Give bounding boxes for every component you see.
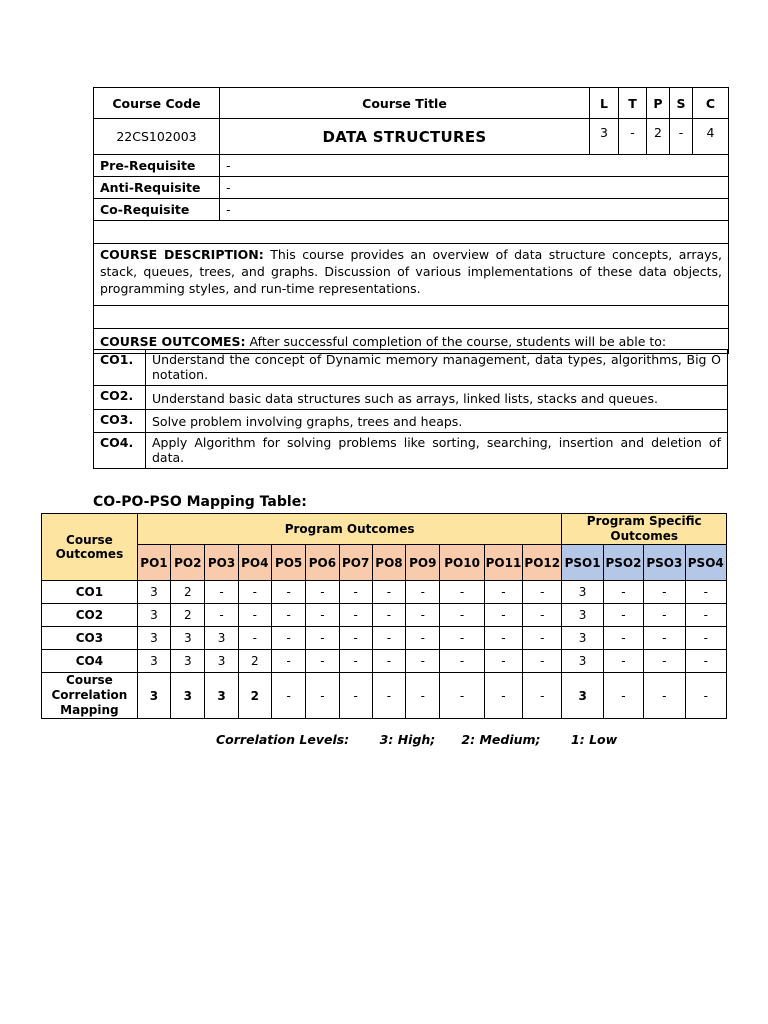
- co-id: CO2.: [94, 386, 146, 410]
- summary-cell: -: [339, 673, 372, 719]
- mapping-cell: -: [440, 604, 484, 627]
- po-header: PO11: [484, 545, 522, 581]
- corequisite-label: Co-Requisite: [94, 199, 220, 221]
- mapping-cell: -: [484, 650, 522, 673]
- mapping-cell: 3: [562, 650, 603, 673]
- program-outcomes-header: Program Outcomes: [137, 514, 562, 545]
- mapping-cell: 3: [171, 650, 205, 673]
- mapping-cell: -: [440, 581, 484, 604]
- co-id: CO3.: [94, 410, 146, 433]
- ltpsc-header: S: [670, 88, 693, 119]
- pso-header: PSO3: [644, 545, 685, 581]
- summary-cell: -: [406, 673, 440, 719]
- po-header: PO1: [137, 545, 170, 581]
- mapping-cell: -: [406, 627, 440, 650]
- po-header: PO7: [339, 545, 372, 581]
- mapping-cell: -: [205, 604, 238, 627]
- program-specific-outcomes-header: Program Specific Outcomes: [562, 514, 727, 545]
- summary-cell: 3: [137, 673, 170, 719]
- mapping-cell: 2: [171, 604, 205, 627]
- mapping-cell: -: [685, 604, 727, 627]
- ltpsc-value: -: [619, 119, 647, 155]
- corequisite-value: -: [220, 199, 729, 221]
- mapping-cell: -: [238, 581, 271, 604]
- mapping-cell: -: [685, 650, 727, 673]
- co-id: CO4.: [94, 433, 146, 469]
- mapping-cell: 3: [562, 604, 603, 627]
- mapping-cell: -: [372, 650, 405, 673]
- course-outcomes-header: Course Outcomes: [42, 514, 138, 581]
- legend-low: 1: Low: [571, 732, 618, 747]
- mapping-cell: 3: [562, 627, 603, 650]
- summary-label: Course Correlation Mapping: [42, 673, 138, 719]
- mapping-cell: -: [271, 627, 305, 650]
- prerequisite-value: -: [220, 155, 729, 177]
- mapping-cell: -: [271, 581, 305, 604]
- mapping-cell: -: [484, 604, 522, 627]
- co-text: Apply Algorithm for solving problems like sorting, searching, insertion and deletion of data.: [146, 433, 728, 469]
- course-code: 22CS102003: [94, 119, 220, 155]
- mapping-cell: -: [306, 650, 339, 673]
- mapping-cell: 3: [205, 650, 238, 673]
- mapping-cell: -: [484, 581, 522, 604]
- course-code-header: Course Code: [94, 88, 220, 119]
- mapping-cell: -: [523, 650, 562, 673]
- mapping-cell: -: [339, 650, 372, 673]
- pso-header: PSO2: [603, 545, 643, 581]
- po-header: PO4: [238, 545, 271, 581]
- mapping-cell: 3: [205, 627, 238, 650]
- co-text: Understand the concept of Dynamic memory management, data types, algorithms, Big O notation.: [146, 350, 728, 386]
- ltpsc-value: 2: [647, 119, 670, 155]
- mapping-cell: 2: [238, 650, 271, 673]
- mapping-cell: -: [372, 581, 405, 604]
- antirequisite-value: -: [220, 177, 729, 199]
- summary-cell: 3: [171, 673, 205, 719]
- summary-row: [42, 673, 727, 719]
- list-item: [94, 350, 728, 386]
- spacer-row: [94, 221, 729, 244]
- co-po-pso-mapping-table: [41, 513, 727, 719]
- correlation-legend: [216, 732, 617, 747]
- mapping-cell: -: [238, 604, 271, 627]
- mapping-cell: -: [306, 604, 339, 627]
- list-item: [94, 410, 728, 433]
- po-header: PO3: [205, 545, 238, 581]
- mapping-cell: -: [644, 604, 685, 627]
- row-label: CO2: [42, 604, 138, 627]
- summary-cell: -: [271, 673, 305, 719]
- mapping-cell: -: [440, 627, 484, 650]
- summary-cell: -: [484, 673, 522, 719]
- mapping-cell: 3: [137, 581, 170, 604]
- summary-cell: 2: [238, 673, 271, 719]
- ltpsc-header: P: [647, 88, 670, 119]
- table-row: [42, 627, 727, 650]
- row-label: CO4: [42, 650, 138, 673]
- mapping-cell: -: [271, 604, 305, 627]
- mapping-cell: -: [406, 581, 440, 604]
- summary-cell: 3: [205, 673, 238, 719]
- po-header: PO9: [406, 545, 440, 581]
- mapping-cell: -: [523, 627, 562, 650]
- summary-cell: -: [603, 673, 643, 719]
- course-outcomes-label: COURSE OUTCOMES:: [100, 333, 246, 349]
- row-label: CO1: [42, 581, 138, 604]
- legend-medium: 2: Medium;: [461, 732, 541, 747]
- mapping-cell: -: [339, 604, 372, 627]
- mapping-cell: -: [306, 581, 339, 604]
- mapping-cell: -: [603, 604, 643, 627]
- po-header: PO12: [523, 545, 562, 581]
- mapping-cell: -: [271, 650, 305, 673]
- summary-cell: -: [372, 673, 405, 719]
- mapping-cell: -: [406, 650, 440, 673]
- spacer-row: [94, 306, 729, 329]
- po-header: PO2: [171, 545, 205, 581]
- mapping-cell: 2: [171, 581, 205, 604]
- co-text: Understand basic data structures such as arrays, linked lists, stacks and queues.: [146, 386, 728, 410]
- mapping-table-title: CO-PO-PSO Mapping Table:: [93, 494, 307, 510]
- mapping-cell: -: [306, 627, 339, 650]
- summary-cell: -: [523, 673, 562, 719]
- po-header: PO8: [372, 545, 405, 581]
- mapping-cell: 3: [171, 627, 205, 650]
- mapping-cell: -: [603, 627, 643, 650]
- course-title-header: Course Title: [220, 88, 590, 119]
- antirequisite-label: Anti-Requisite: [94, 177, 220, 199]
- course-title: DATA STRUCTURES: [220, 119, 590, 155]
- mapping-cell: 3: [562, 581, 603, 604]
- prerequisite-label: Pre-Requisite: [94, 155, 220, 177]
- pso-header: PSO4: [685, 545, 727, 581]
- mapping-cell: -: [685, 627, 727, 650]
- ltpsc-value: 3: [590, 119, 619, 155]
- table-row: [42, 650, 727, 673]
- mapping-cell: -: [440, 650, 484, 673]
- po-header: PO5: [271, 545, 305, 581]
- co-text: Solve problem involving graphs, trees and heaps.: [146, 410, 728, 433]
- ltpsc-header: T: [619, 88, 647, 119]
- mapping-cell: -: [644, 650, 685, 673]
- course-outcomes-list: [93, 349, 728, 469]
- mapping-cell: -: [372, 604, 405, 627]
- mapping-cell: -: [523, 604, 562, 627]
- ltpsc-header: C: [693, 88, 729, 119]
- list-item: [94, 433, 728, 469]
- mapping-cell: -: [406, 604, 440, 627]
- course-info-table: [93, 87, 729, 354]
- mapping-cell: -: [523, 581, 562, 604]
- course-description-label: COURSE DESCRIPTION:: [100, 247, 264, 262]
- legend-label: Correlation Levels:: [216, 732, 350, 747]
- mapping-cell: -: [603, 581, 643, 604]
- pso-header: PSO1: [562, 545, 603, 581]
- mapping-cell: -: [603, 650, 643, 673]
- summary-cell: -: [644, 673, 685, 719]
- mapping-cell: -: [644, 627, 685, 650]
- course-outcomes-intro: After successful completion of the course, students will be able to:: [245, 333, 667, 349]
- ltpsc-value: 4: [693, 119, 729, 155]
- summary-cell: -: [685, 673, 727, 719]
- course-description-text: This course provides an overview of data structure concepts, arrays, stack, queues, trees, and graphs. Discussion of various implementations of these data objects, programming styles, and run-time representations.: [100, 247, 722, 296]
- ltpsc-value: -: [670, 119, 693, 155]
- legend-high: 3: High;: [379, 732, 436, 747]
- po-header: PO6: [306, 545, 339, 581]
- summary-cell: -: [306, 673, 339, 719]
- mapping-cell: -: [339, 627, 372, 650]
- table-row: [42, 604, 727, 627]
- summary-cell: 3: [562, 673, 603, 719]
- summary-cell: -: [440, 673, 484, 719]
- course-description: [94, 244, 729, 306]
- mapping-cell: -: [372, 627, 405, 650]
- po-header: PO10: [440, 545, 484, 581]
- mapping-cell: -: [238, 627, 271, 650]
- mapping-cell: 3: [137, 650, 170, 673]
- row-label: CO3: [42, 627, 138, 650]
- mapping-cell: -: [685, 581, 727, 604]
- mapping-cell: 3: [137, 604, 170, 627]
- ltpsc-header: L: [590, 88, 619, 119]
- table-row: [42, 581, 727, 604]
- mapping-cell: -: [644, 581, 685, 604]
- mapping-cell: -: [205, 581, 238, 604]
- mapping-cell: -: [339, 581, 372, 604]
- list-item: [94, 386, 728, 410]
- mapping-cell: 3: [137, 627, 170, 650]
- co-id: CO1.: [94, 350, 146, 386]
- mapping-cell: -: [484, 627, 522, 650]
